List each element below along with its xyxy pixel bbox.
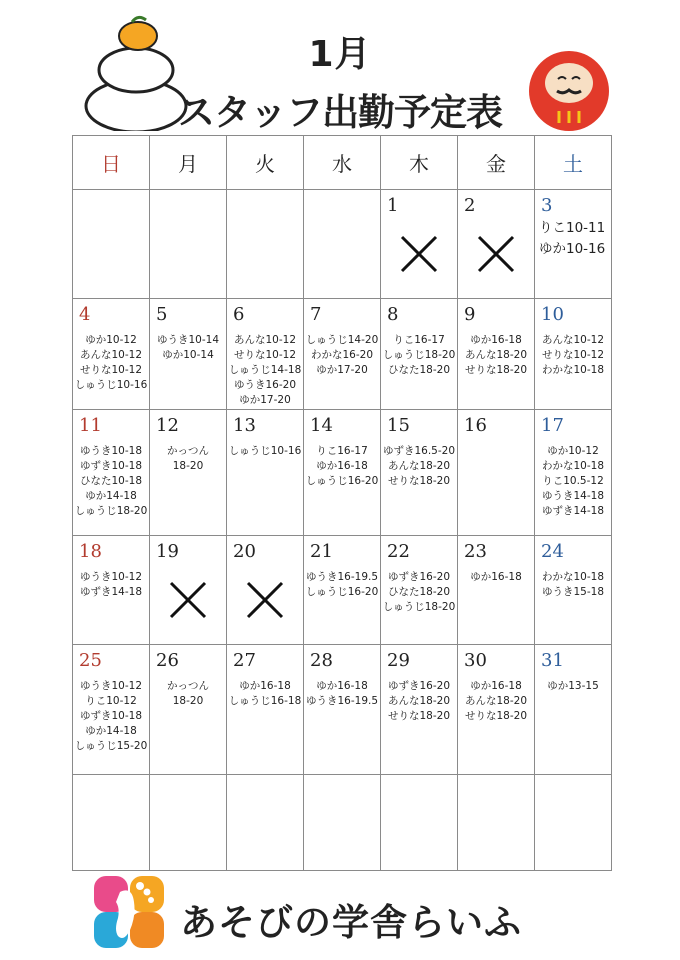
shift-entry: ゆか10-14 [162,349,214,361]
shift-entry: ゆか13-15 [547,680,599,692]
shift-list [535,333,611,378]
shift-list [458,570,534,585]
shift-entry: りこ16-17 [393,334,445,346]
shift-list [304,333,380,378]
day-cell [535,190,612,299]
shift-list [381,333,457,378]
weekday-header-row [73,136,612,190]
shift-list [150,444,226,474]
shift-entry: ゆずき16.5-20 [382,445,456,457]
day-cell [381,775,458,871]
day-cell [150,299,227,410]
day-cell [458,645,535,775]
weekday-fri: 金 [458,136,535,190]
shift-entry: あんな18-20 [464,349,527,361]
shift-entry: あんな18-20 [387,695,450,707]
shift-entry: 18-20 [172,460,204,472]
shift-entry: ゆずき14-18 [79,586,142,598]
weekday-tue: 火 [227,136,304,190]
day-cell [150,410,227,536]
day-cell [381,410,458,536]
shift-list [73,333,149,393]
day-cell [150,190,227,299]
day-cell [73,645,150,775]
shift-entry: りこ10-12 [85,695,137,707]
day-cell [227,299,304,410]
day-cell [150,775,227,871]
shift-list [535,570,611,600]
day-cell [304,775,381,871]
day-number: 20 [233,541,256,562]
shift-entry: ゆうき10-18 [79,445,142,457]
day-cell [227,410,304,536]
month-title: 1月 [308,34,372,75]
day-number: 5 [156,304,168,325]
day-cell [458,775,535,871]
shift-entry: せりな10-12 [541,349,604,361]
week-row [73,299,612,410]
day-number: 24 [541,541,564,562]
day-cell [535,775,612,871]
shift-entry: あんな10-12 [233,334,296,346]
shift-entry: ゆうき16-19.5 [305,695,379,707]
shift-list [150,679,226,709]
shift-entry: せりな10-12 [79,364,142,376]
shift-entry: ゆずき10-18 [79,710,142,722]
day-cell [150,645,227,775]
week-row [73,645,612,775]
shift-list [304,444,380,489]
brand-name: あそびの学舎らいふ [180,901,522,944]
shift-list [539,218,611,260]
day-cell [458,536,535,645]
day-number: 16 [464,415,487,436]
x-mark-icon [245,580,285,620]
day-number: 7 [310,304,322,325]
day-number: 10 [541,304,564,325]
shift-entry: かっつん [167,680,209,692]
shift-list [381,444,457,489]
shift-list [73,444,149,519]
day-cell [304,536,381,645]
day-number: 1 [387,195,399,216]
shift-entry: ゆうき16-20 [233,379,296,391]
shift-entry: しゅうじ15-20 [74,740,148,752]
day-number: 26 [156,650,179,671]
day-number: 30 [464,650,487,671]
weekday-wed: 水 [304,136,381,190]
shift-entry: しゅうじ14-18 [228,364,302,376]
shift-entry: ゆうき10-14 [156,334,219,346]
day-number: 31 [541,650,564,671]
shift-entry: あんな10-12 [79,349,142,361]
shift-list [150,333,226,363]
footprint-logo-icon [90,872,168,952]
shift-entry: ひなた10-18 [79,475,142,487]
shift-entry: ゆずき10-18 [79,460,142,472]
shift-entry: せりな18-20 [387,710,450,722]
shift-entry: わかな16-20 [310,349,373,361]
day-cell [227,190,304,299]
shift-entry: しゅうじ14-20 [305,334,379,346]
shift-entry: わかな10-18 [541,571,604,583]
weekday-sun: 日 [73,136,150,190]
shift-entry: ゆずき16-20 [387,680,450,692]
shift-entry: わかな10-18 [541,460,604,472]
day-number: 13 [233,415,256,436]
shift-entry: ゆうき15-18 [541,586,604,598]
shift-entry: ゆうき10-12 [79,571,142,583]
shift-entry: わかな10-18 [541,364,604,376]
week-row [73,410,612,536]
shift-entry: あんな18-20 [387,460,450,472]
day-cell [381,299,458,410]
day-cell [535,299,612,410]
day-cell [227,645,304,775]
day-number: 29 [387,650,410,671]
shift-entry: ゆか17-20 [316,364,368,376]
weekday-thu: 木 [381,136,458,190]
day-cell [381,645,458,775]
week-row [73,190,612,299]
weekday-mon: 月 [150,136,227,190]
shift-entry: しゅうじ16-20 [305,586,379,598]
shift-entry: りこ10.5-12 [542,475,604,487]
day-number: 3 [541,195,553,216]
shift-list [535,679,611,694]
shift-entry: しゅうじ18-20 [74,505,148,517]
shift-entry: せりな18-20 [464,710,527,722]
shift-entry: ひなた18-20 [387,364,450,376]
day-number: 8 [387,304,399,325]
calendar-table [72,135,612,871]
shift-entry: ゆずき16-20 [387,571,450,583]
day-number: 14 [310,415,333,436]
day-number: 22 [387,541,410,562]
shift-entry: りこ10-11 [539,220,606,236]
day-number: 19 [156,541,179,562]
week-row [73,536,612,645]
shift-entry: ゆか10-16 [539,241,606,257]
shift-list [381,570,457,615]
day-number: 18 [79,541,102,562]
shift-entry: かっつん [167,445,209,457]
shift-entry: あんな18-20 [464,695,527,707]
day-cell [458,299,535,410]
shift-entry: せりな18-20 [464,364,527,376]
shift-entry: しゅうじ16-20 [305,475,379,487]
shift-entry: しゅうじ16-18 [228,695,302,707]
day-number: 21 [310,541,333,562]
shift-list [227,444,303,459]
shift-entry: ひなた18-20 [387,586,450,598]
day-number: 12 [156,415,179,436]
day-cell [227,775,304,871]
day-cell [381,190,458,299]
shift-list [458,679,534,724]
day-number: 9 [464,304,476,325]
day-cell [304,190,381,299]
x-mark-icon [399,234,439,274]
day-cell [458,410,535,536]
shift-list [227,679,303,709]
day-cell [73,536,150,645]
shift-entry: ゆうき16-19.5 [305,571,379,583]
day-number: 23 [464,541,487,562]
day-cell [73,410,150,536]
shift-list [535,444,611,519]
day-cell [304,645,381,775]
shift-entry: しゅうじ10-16 [228,445,302,457]
day-cell [535,536,612,645]
day-cell [381,536,458,645]
day-number: 17 [541,415,564,436]
shift-entry: ゆか14-18 [85,490,137,502]
shift-list [227,333,303,408]
shift-list [458,333,534,378]
shift-entry: 18-20 [172,695,204,707]
shift-entry: ゆか10-12 [547,445,599,457]
day-cell [73,190,150,299]
weekday-sat: 土 [535,136,612,190]
shift-entry: あんな10-12 [541,334,604,346]
shift-entry: ゆか16-18 [470,680,522,692]
shift-list [304,679,380,709]
shift-entry: ゆうき10-12 [79,680,142,692]
week-row [73,775,612,871]
day-cell [150,536,227,645]
day-number: 27 [233,650,256,671]
day-number: 4 [79,304,91,325]
day-number: 25 [79,650,102,671]
shift-entry: ゆか17-20 [239,394,291,406]
shift-entry: せりな18-20 [387,475,450,487]
day-number: 11 [79,415,102,436]
shift-entry: ゆか16-18 [470,334,522,346]
shift-entry: しゅうじ18-20 [382,601,456,613]
shift-list [381,679,457,724]
day-cell [304,410,381,536]
shift-list [304,570,380,600]
day-number: 15 [387,415,410,436]
day-cell [73,775,150,871]
shift-entry: しゅうじ18-20 [382,349,456,361]
shift-entry: せりな10-12 [233,349,296,361]
shift-entry: りこ16-17 [316,445,368,457]
schedule-title: スタッフ出勤予定表 [178,91,502,134]
day-cell [535,645,612,775]
day-number: 6 [233,304,245,325]
shift-list [73,679,149,754]
day-cell [458,190,535,299]
x-mark-icon [476,234,516,274]
shift-list [73,570,149,600]
day-cell [227,536,304,645]
day-cell [304,299,381,410]
shift-entry: ゆか10-12 [85,334,137,346]
day-number: 28 [310,650,333,671]
day-cell [535,410,612,536]
shift-entry: ゆか16-18 [316,680,368,692]
shift-entry: ゆか16-18 [239,680,291,692]
shift-entry: ゆか16-18 [470,571,522,583]
day-cell [73,299,150,410]
shift-entry: ゆうき14-18 [541,490,604,502]
shift-entry: ゆか14-18 [85,725,137,737]
x-mark-icon [168,580,208,620]
shift-entry: しゅうじ10-16 [74,379,148,391]
shift-entry: ゆずき14-18 [541,505,604,517]
shift-entry: ゆか16-18 [316,460,368,472]
day-number: 2 [464,195,476,216]
